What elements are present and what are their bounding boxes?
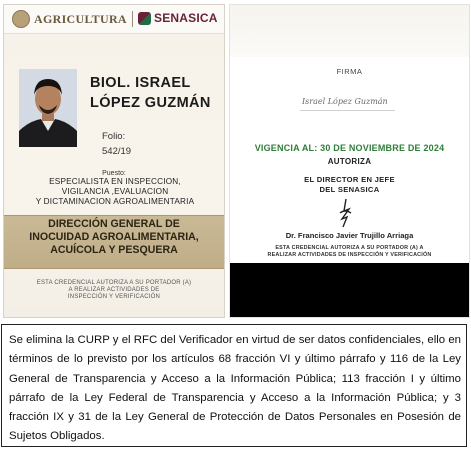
- position-line3: Y DICTAMINACION AGROALIMENTARIA: [35, 197, 195, 206]
- back-auth-line2: REALIZAR ACTIVIDADES DE INSPECCIÓN Y VERIFICACIÓN: [267, 252, 432, 258]
- credential-front: [3, 4, 225, 318]
- position-value: [10, 177, 220, 207]
- front-auth-line1: ESTA CREDENCIAL AUTORIZA A SU PORTADOR (A): [36, 280, 192, 286]
- direction-line2: INOCUIDAD AGROALIMENTARIA,: [29, 231, 199, 244]
- holder-name: [90, 73, 224, 113]
- logo-divider: [132, 11, 133, 27]
- holder-signature: Israel López Guzmán: [302, 97, 388, 106]
- holder-photo: [19, 69, 77, 147]
- back-header-band: [230, 5, 469, 57]
- director-line1: EL DIRECTOR EN JEFE: [304, 175, 395, 184]
- signature-label: FIRMA: [336, 67, 363, 76]
- direction-name: [6, 218, 222, 258]
- redaction-notice-text: Se elimina la CURP y el RFC del Verificador en virtud de ser datos confidenciales, ello en términos de lo previsto por los artículos 68 fracción VI y último párrafo y 116 de la Ley General de Transparencia y Acceso a la Información Pública; 113 fracción I y último párrafo de la Ley Federal de Transparencia y Acceso a la Información Pública; y 3 fracción IX y 31 de la Ley General de Protección de Datos Personales en Posesión de Sujetos Obligados.: [9, 334, 461, 443]
- folio-value: 542/19: [102, 146, 132, 157]
- partner-name: SENASICA: [154, 11, 218, 25]
- senasica-logo: [138, 11, 218, 25]
- credential-header: [4, 5, 224, 34]
- redaction-block: [230, 263, 469, 317]
- back-authorization-text: [230, 245, 469, 259]
- senasica-mark-icon: [138, 12, 151, 25]
- director-name: Dr. Francisco Javier Trujillo Arriaga: [285, 231, 414, 240]
- director-title: [230, 175, 469, 194]
- direction-line1: DIRECCIÓN GENERAL DE: [48, 218, 180, 230]
- director-signature-icon: [334, 197, 356, 229]
- direction-line3: ACUÍCOLA Y PESQUERA: [50, 244, 178, 257]
- front-auth-line2: A REALIZAR ACTIVIDADES DE: [68, 287, 160, 294]
- front-auth-line3: INSPECCIÓN Y VERIFICACIÓN: [67, 294, 161, 301]
- front-authorization-text: [22, 280, 206, 302]
- validity-date: VIGENCIA AL: 30 DE NOVIEMBRE DE 2024: [254, 143, 445, 153]
- agency-name: AGRICULTURA: [34, 11, 127, 26]
- holder-name-line1: BIOL. ISRAEL: [90, 75, 191, 91]
- credential-back: [229, 4, 470, 318]
- director-line2: DEL SENASICA: [319, 184, 380, 194]
- position-line2: VIGILANCIA ,EVALUACION: [61, 187, 169, 196]
- national-seal-icon: [12, 10, 30, 28]
- position-line1: ESPECIALISTA EN INSPECCION,: [49, 177, 181, 186]
- folio-label: Folio:: [102, 131, 126, 142]
- signature-line: [300, 110, 395, 111]
- authorizes-label: AUTORIZA: [327, 157, 372, 166]
- holder-name-line2: LÓPEZ GUZMÁN: [90, 95, 211, 111]
- agricultura-logo: [12, 10, 127, 28]
- position-label: Puesto:: [102, 170, 126, 177]
- back-auth-line1: ESTA CREDENCIAL AUTORIZA A SU PORTADOR (A) A: [275, 245, 424, 251]
- redaction-notice: [1, 324, 467, 447]
